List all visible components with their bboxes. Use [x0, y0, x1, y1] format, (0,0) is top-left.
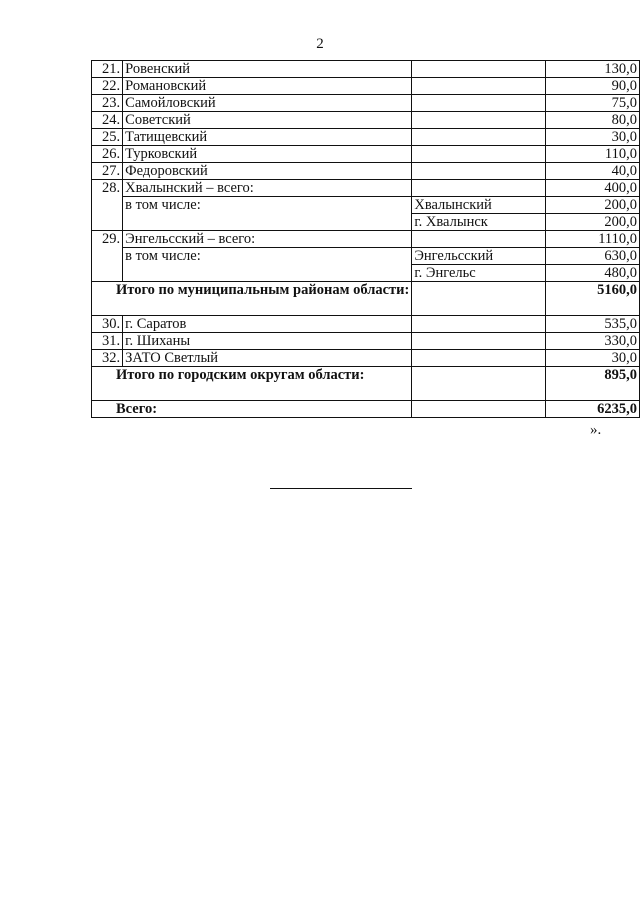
table-row	[92, 350, 640, 367]
sub-name	[412, 163, 546, 180]
sub-name	[412, 112, 546, 129]
district-name: Энгельсский – всего:	[123, 231, 412, 248]
sub-name: г. Хвалынск	[412, 214, 546, 231]
amount: 330,0	[546, 333, 640, 350]
row-number: 25.	[92, 129, 123, 146]
sub-name	[412, 333, 546, 350]
table-row	[92, 129, 640, 146]
amount: 535,0	[546, 316, 640, 333]
district-name: Турковский	[123, 146, 412, 163]
subtotal-row	[92, 282, 640, 316]
subtotal-row	[92, 367, 640, 401]
divider-line	[270, 488, 412, 489]
sub-name: Энгельсский	[412, 248, 546, 265]
grand-total-label: Всего:	[92, 401, 412, 418]
amount: 130,0	[546, 61, 640, 78]
sub-name	[412, 61, 546, 78]
grand-total-row	[92, 401, 640, 418]
subtotal-amount: 895,0	[546, 367, 640, 401]
row-number: 32.	[92, 350, 123, 367]
subtotal-label	[92, 367, 412, 401]
row-number: 21.	[92, 61, 123, 78]
closing-quote-mark: ».	[590, 422, 602, 438]
district-name: Хвалынский – всего:	[123, 180, 412, 197]
table-row	[92, 112, 640, 129]
district-name: Ровенский	[123, 61, 412, 78]
table-row	[92, 333, 640, 350]
including-label: в том числе:	[123, 197, 412, 231]
row-number: 26.	[92, 146, 123, 163]
row-number: 31.	[92, 333, 123, 350]
row-number: 28.	[92, 180, 123, 231]
sub-name	[412, 129, 546, 146]
district-name: г. Шиханы	[123, 333, 412, 350]
table-row	[92, 146, 640, 163]
district-name: Советский	[123, 112, 412, 129]
sub-name: г. Энгельс	[412, 265, 546, 282]
row-number: 29.	[92, 231, 123, 282]
district-name: г. Саратов	[123, 316, 412, 333]
table-row	[92, 180, 640, 197]
amount: 110,0	[546, 146, 640, 163]
table-row	[92, 61, 640, 78]
amount: 1110,0	[546, 231, 640, 248]
amount: 90,0	[546, 78, 640, 95]
page-number: 2	[316, 36, 324, 52]
row-number: 24.	[92, 112, 123, 129]
subtotal-amount: 5160,0	[546, 282, 640, 316]
amount: 30,0	[546, 129, 640, 146]
amount: 30,0	[546, 350, 640, 367]
district-name: Романовский	[123, 78, 412, 95]
amount: 200,0	[546, 197, 640, 214]
amount: 400,0	[546, 180, 640, 197]
empty-cell	[412, 401, 546, 418]
district-name: Федоровский	[123, 163, 412, 180]
sub-name: Хвалынский	[412, 197, 546, 214]
table-row	[92, 231, 640, 248]
district-name: Самойловский	[123, 95, 412, 112]
amount: 200,0	[546, 214, 640, 231]
sub-name	[412, 316, 546, 333]
sub-name	[412, 146, 546, 163]
table-row	[92, 197, 640, 214]
table-row	[92, 95, 640, 112]
table-row	[92, 163, 640, 180]
sub-name	[412, 350, 546, 367]
amount: 80,0	[546, 112, 640, 129]
including-label: в том числе:	[123, 248, 412, 282]
district-name: ЗАТО Светлый	[123, 350, 412, 367]
empty-cell	[412, 367, 546, 401]
table-row	[92, 316, 640, 333]
row-number: 22.	[92, 78, 123, 95]
subtotal-label-text: Итого по городским округам области:	[116, 367, 365, 383]
subtotal-label	[92, 282, 412, 316]
grand-total-amount: 6235,0	[546, 401, 640, 418]
subtotal-label-text: Итого по муниципальным районам области:	[116, 282, 410, 298]
table-row	[92, 78, 640, 95]
sub-name	[412, 231, 546, 248]
district-name: Татищевский	[123, 129, 412, 146]
amount: 480,0	[546, 265, 640, 282]
table-row	[92, 248, 640, 265]
sub-name	[412, 78, 546, 95]
amount: 630,0	[546, 248, 640, 265]
amount: 40,0	[546, 163, 640, 180]
amount: 75,0	[546, 95, 640, 112]
row-number: 27.	[92, 163, 123, 180]
row-number: 30.	[92, 316, 123, 333]
empty-cell	[412, 282, 546, 316]
sub-name	[412, 95, 546, 112]
allocation-table	[91, 60, 640, 418]
sub-name	[412, 180, 546, 197]
row-number: 23.	[92, 95, 123, 112]
